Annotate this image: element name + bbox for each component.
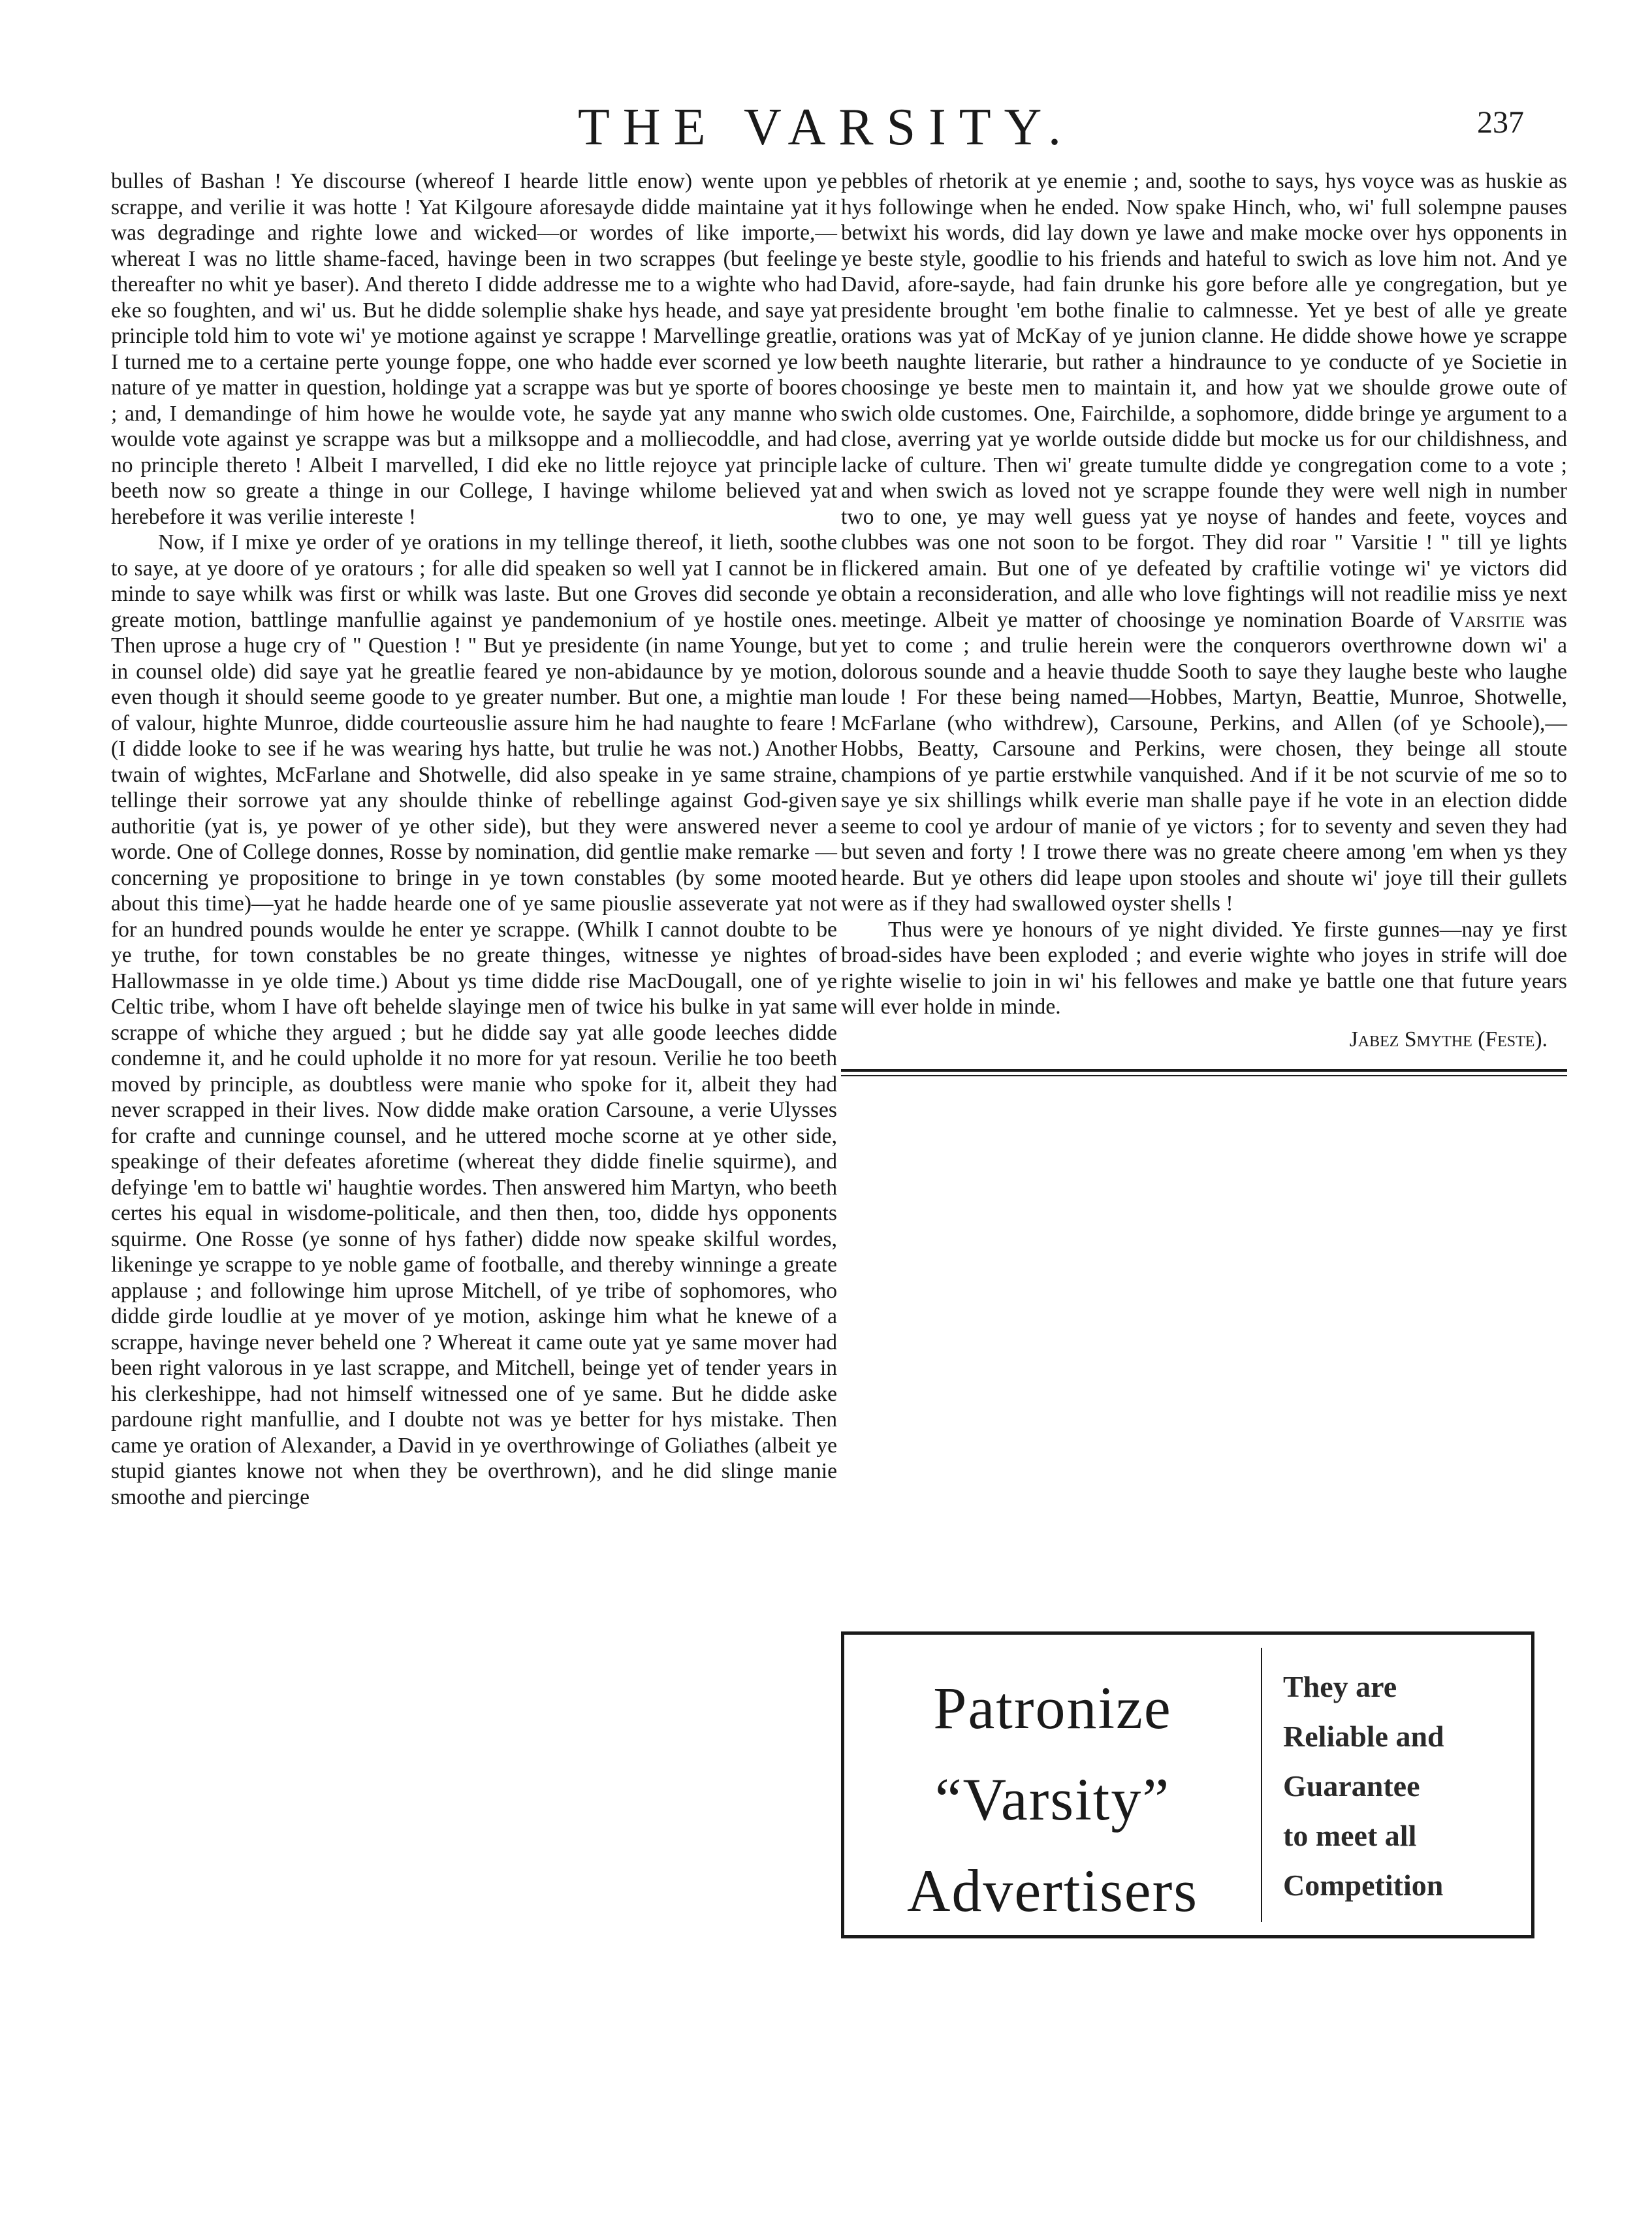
ad-tagline-line: Reliable and <box>1283 1720 1444 1753</box>
article-text-segment: pebbles of rhetorik at ye enemie ; and, soothe to says, hys voyce was as huskie as hys followinge when he ended. Now spake Hinch, who, wi' full solempne pauses betwixt his words, did lay down ye lawe and make mocke over hys opponents in ye beste style, goodlie to his friends and hateful to swich as love him not. And ye David, afore-sayde, had fain drunke his gore before alle ye congregation, but ye presidente brought 'em bothe finalie to calmnesse. Yet ye best of alle ye greate orations was yat of McKay of ye junion clanne. He didde showe howe ye scrappe beeth naughte literarie, but rather a hindraunce to ye conducte of ye Societie in choosinge ye beste men to maintain it, and how yat we shoulde growe oute of swich olde customes. One, Fairchilde, a sophomore, didde bringe ye argument to a close, averring yat ye worlde outside didde but mocke us for our childishness, and lacke of culture. Then wi' greate tumulte didde ye congregation come to a vote ; and when swich as loved not ye scrappe founde they were well nigh in number two to one, ye may well guess yat ye noyse of handes and feete, voyces and clubbes was one not soon to be forgot. They did roar " Varsitie ! " till ye lights flickered amain. But one of ye defeated by craftilie votinge wi' ye victors did obtain a reconsideration, and alle who love fightings will not readilie miss ye next meetinge. Albeit ye matter of choosinge ye nomination Boarde of <box>841 169 1567 632</box>
signature-pen-name: (Feste). <box>1478 1027 1548 1051</box>
article-left-column <box>111 169 837 1510</box>
advertisement-box <box>841 1631 1534 1938</box>
article-text-segment: was yet to come ; and trulie herein were the conquerors overthrowne down wi' a dolorous sounde and a heavie thudde Sooth to saye they laughe beste who laughe loude ! For these being named—Hobbes, Martyn, Beattie, Munroe, Shotwelle, McFarlane (who withdrew), Carsoune, Perkins, and Allen (of ye Schoole),—Hobbs, Beatty, Carsoune and Perkins, were chosen, they beinge all stoute champions of ye partie erstwhile vanquished. And if it be not scurvie of me so to saye ye six shillings whilk everie man shalle paye if he vote in an election didde seeme to cool ye ardour of manie of ye victors ; for to seventy and seven they had but seven and forty ! I trowe there was no greate cheere among 'em when ys they hearde. But ye others did leape upon stooles and shoute wi' joye till their gullets were as if they had swallowed oyster shells ! <box>841 607 1567 916</box>
ad-headline-line: “Varsity” <box>934 1766 1171 1833</box>
section-divider <box>841 1069 1567 1072</box>
article-right-column <box>841 169 1567 1076</box>
ad-headline-line: Advertisers <box>906 1857 1199 1924</box>
ad-tagline-line: Competition <box>1283 1869 1444 1902</box>
small-caps-word: Varsitie <box>1448 607 1525 632</box>
advertisement-headline <box>844 1662 1261 1936</box>
signature-name: Jabez Smythe <box>1349 1027 1472 1051</box>
article-signature <box>841 1027 1567 1053</box>
masthead-title: THE VARSITY. <box>577 99 1075 156</box>
ad-headline-line: Patronize <box>933 1675 1172 1741</box>
advertisement-tagline <box>1283 1662 1531 1910</box>
ad-divider <box>1261 1648 1262 1922</box>
article-paragraph: Thus were ye honours of ye night divided. Ye firste gunnes—nay ye first broad-sides have been exploded ; and everie wighte who joyes in strife will doe righte wiselie to join in wi' his fellowes and make ye battle one that future years will ever holde in minde. <box>841 917 1567 1019</box>
ad-tagline-line: Guarantee <box>1283 1769 1420 1803</box>
article-paragraph: bulles of Bashan ! Ye discourse (whereof I hearde little enow) wente upon ye scrappe, and verilie it was hotte ! Yat Kilgoure aforesayde didde maintaine yat it was degradinge and righte lowe and wicked—or wordes of like importe,—whereat I was no little shame-faced, havinge been in two scrappes (but feelinge thereafter no whit ye baser). And thereto I didde addresse me to a wighte who had eke so foughten, and wi' us. But he didde solemplie shake hys heade, and saye yat principle told him to vote wi' ye motione against ye scrappe ! Marvellinge greatlie, I turned me to a certaine perte younge foppe, one who hadde ever scorned ye low nature of ye matter in question, holdinge yat a scrappe was but ye sporte of boores ; and, I demandinge of him howe he woulde vote, he sayde yat any manne who woulde vote against ye scrappe was but a milksoppe and a molliecoddle, and had no principle thereto ! Albeit I marvelled, I did eke no little rejoyce yat principle beeth now so greate a thinge in our College, I havinge whilome believed yat herebefore it was verilie intereste ! <box>111 169 837 529</box>
article-paragraph <box>841 169 1567 917</box>
page-number: 237 <box>1477 105 1524 140</box>
ad-tagline-line: They are <box>1283 1670 1397 1703</box>
ad-tagline-line: to meet all <box>1283 1819 1417 1852</box>
article-paragraph: Now, if I mixe ye order of ye orations in my tellinge thereof, it lieth, soothe to saye, at ye doore of ye oratours ; for alle did speaken so well yat I cannot be in minde to saye whilk was first or whilk was laste. But one Groves did seconde ye greate motion, battlinge manfullie against ye pandemonium of ye hostile ones. Then uprose a huge cry of " Question ! " But ye presidente (in name Younge, but in counsel olde) did saye yat he greatlie feared ye non-abidaunce by ye motion, even though it should seeme goode to ye greater number. But one, a mightie man of valour, highte Munroe, didde courteouslie assure him he had naughte to feare ! (I didde looke to see if he was wearing hys hatte, but trulie he was not.) Another twain of wightes, McFarlane and Shotwelle, did also speake in ye same straine, tellinge their sorrowe yat any shoulde thinke of rebellinge against God-given authoritie (yat is, ye power of ye other side), but they were answered never a worde. One of College donnes, Rosse by nomination, did gentlie make remarke — concerning ye propositione to bringe in ye town constables (by some mooted about this time)—yat he hadde hearde one of ye same piouslie asseverate yat not for an hundred pounds woulde he enter ye scrappe. (Whilk I cannot doubte to be ye truthe, for town constables be no greate thinges, witnesse ye nightes of Hallowmasse in ye olde time.) About ys time didde rise MacDougall, one of ye Celtic tribe, whom I have oft behelde slayinge men of twice his bulke in yat same scrappe of whiche they argued ; but he didde say yat alle goode leeches didde condemne it, and he could upholde it no more for yat resoun. Verilie he too beeth moved by principle, as doubtless were manie who spoke for it, albeit they had never scrapped in their lives. Now didde make oration Carsoune, a verie Ulysses for crafte and cunninge counsel, and he uttered moche scorne at ye other side, speakinge of their defeates aforetime (whereat they didde finelie squirme), and defyinge 'em to battle wi' haughtie wordes. Then answered him Martyn, who beeth certes his equal in wisdome-politicale, and then then, too, didde hys opponents squirme. One Rosse (ye sonne of hys father) didde now speake skilful wordes, likeninge ye scrappe to ye noble game of footballe, and thereby winninge a greate applause ; and followinge him uprose Mitchell, of ye tribe of sophomores, who didde girde loudlie at ye mover of ye motion, askinge him what he knewe of a scrappe, havinge never beheld one ? Whereat it came oute yat ye same mover had been right valorous in ye last scrappe, and Mitchell, beinge yet of tender years in his clerkeshippe, had not himself witnessed one of ye same. But he didde aske pardoune right manfullie, and I doubte not was ye better for hys mistake. Then came ye oration of Alexander, a David in ye overthrowinge of Goliathes (albeit ye stupid giantes knowe not when they be overthrown), and he did slinge manie smoothe and piercinge <box>111 530 837 1509</box>
section-divider-thin <box>841 1075 1567 1076</box>
